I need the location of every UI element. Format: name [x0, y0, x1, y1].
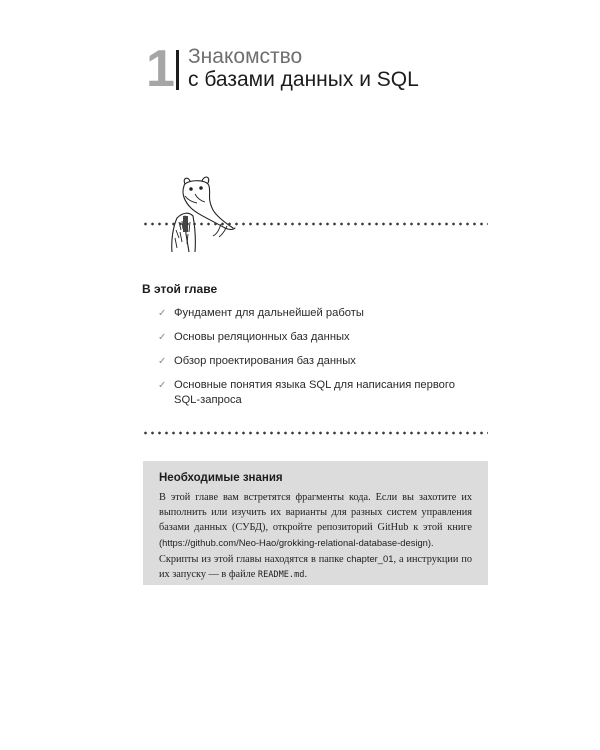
prerequisites-text [159, 490, 472, 583]
list-item-text: Основные понятия языка SQL для написания первого SQL-запроса [174, 379, 455, 406]
readme-file-name: README.md [257, 570, 305, 580]
chapter-number: 1 [146, 40, 174, 98]
list-item [142, 378, 474, 407]
list-item-text: Основы реляционных баз данных [174, 331, 350, 343]
list-item-text: Обзор проектирования баз данных [174, 355, 356, 367]
list-item-text: Фундамент для дальнейшей работы [174, 307, 364, 319]
chapter-divider [176, 50, 179, 90]
chapter-title-line2: с базами данных и SQL [188, 68, 419, 91]
list-item [142, 306, 488, 321]
in-this-chapter-heading: В этой главе [142, 282, 218, 296]
chapter-title [188, 46, 518, 92]
prerequisites-title: Необходимые знания [159, 472, 283, 484]
prerequisites-text-part3: , а инструкции по их запуску — в файле [159, 554, 472, 580]
list-item [142, 330, 488, 345]
prerequisites-text-part4: . [304, 569, 308, 580]
prerequisites-text-part1: В этой главе вам встретятся фрагменты кода. Если вы захотите их выполнить или изучить их варианты для разных систем управления базами данных (СУБД), откройте репозиторий GitHub к этой книге [159, 492, 472, 533]
dotted-separator [142, 431, 488, 435]
folder-name: chapter_01 [346, 553, 394, 564]
prerequisites-box [143, 461, 488, 585]
checkmark-icon: ✓ [158, 380, 167, 391]
checkmark-icon: ✓ [158, 356, 167, 367]
chapter-title-line1: Знакомство [188, 45, 303, 68]
list-item [142, 354, 488, 369]
in-this-chapter-section [142, 282, 488, 417]
in-this-chapter-list [142, 306, 488, 407]
repository-link[interactable]: (https://github.com/Neo-Hao/grokking-relational-database-design). [159, 537, 434, 548]
mascot-illustration [155, 172, 245, 252]
prerequisites-text-part2: Скрипты из этой главы находятся в папке [159, 554, 347, 565]
dotted-separator [142, 222, 488, 226]
checkmark-icon: ✓ [158, 332, 167, 343]
checkmark-icon: ✓ [158, 308, 167, 319]
